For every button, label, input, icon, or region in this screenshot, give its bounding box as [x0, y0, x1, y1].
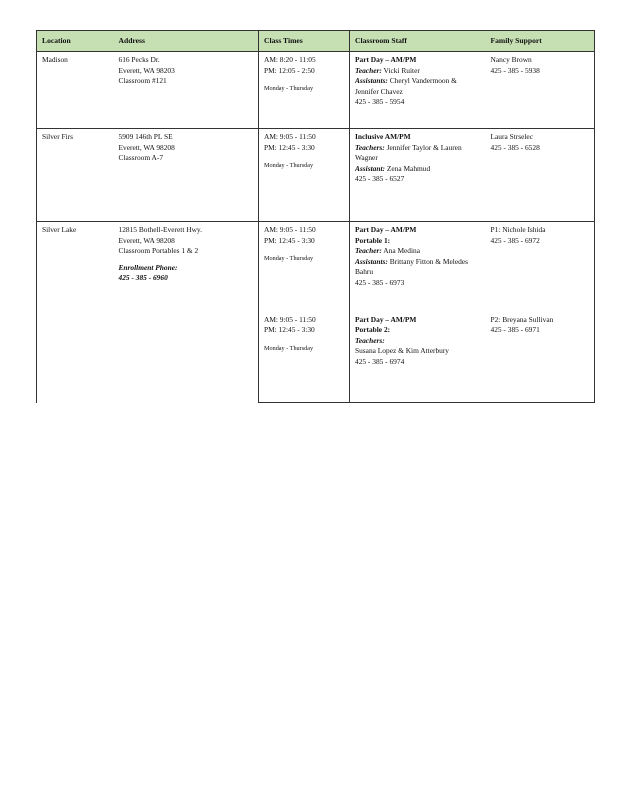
- header-row: [37, 31, 595, 52]
- times-cell: AM: 9:05 - 11:50 PM: 12:45 - 3:30 Monday - Thursday: [259, 222, 350, 312]
- staff-cell: Part Day – AM/PM Teacher: Vicki Ruiter Assistants: Cheryl Vandermoon & Jennifer Chavez 425 - 385 - 5954: [350, 52, 486, 129]
- family-cell: P2: Breyana Sullivan 425 - 385 - 6971: [486, 312, 595, 403]
- address-cell: 616 Pecks Dr. Everett, WA 98203 Classroom #121: [114, 52, 259, 129]
- family-cell: P1: Nichole Ishida 425 - 385 - 6972: [486, 222, 595, 312]
- header-class-times: Class Times: [259, 31, 350, 52]
- address-cell: 12815 Bothell-Everett Hwy. Everett, WA 98208 Classroom Portables 1 & 2 Enrollment Phone: 425 - 385 - 6960: [118, 225, 202, 282]
- header-classroom-staff: Classroom Staff: [350, 31, 486, 52]
- table-row: [37, 222, 595, 312]
- family-cell: Laura Strselec 425 - 385 - 6528: [486, 129, 595, 222]
- header-address: Address: [114, 31, 259, 52]
- family-cell: Nancy Brown 425 - 385 - 5938: [486, 52, 595, 129]
- times-cell: AM: 9:05 - 11:50 PM: 12:45 - 3:30 Monday - Thursday: [259, 129, 350, 222]
- staff-cell: Inclusive AM/PM Teachers: Jennifer Taylor & Lauren Wagner Assistant: Zena Mahmud 425 - 385 - 6527: [350, 129, 486, 222]
- address-cell: 5909 146th PL SE Everett, WA 98208 Classroom A-7: [114, 129, 259, 222]
- table-row: [37, 52, 595, 129]
- location-cell: Silver Lake: [37, 222, 114, 403]
- location-cell: Madison: [37, 52, 114, 129]
- times-cell: AM: 8:20 - 11:05 PM: 12:05 - 2:50 Monday - Thursday: [259, 52, 350, 129]
- staff-cell: Part Day – AM/PM Portable 2: Teachers: Susana Lopez & Kim Atterbury 425 - 385 - 6974: [350, 312, 486, 403]
- staff-cell: Part Day – AM/PM Portable 1: Teacher: Ana Medina Assistants: Brittany Fitton & Meledes Bahru 425 - 385 - 6973: [350, 222, 486, 312]
- header-family-support: Family Support: [486, 31, 595, 52]
- location-cell: Silver Firs: [37, 129, 114, 222]
- header-location: Location: [37, 31, 114, 52]
- table-row: [37, 129, 595, 222]
- times-cell: AM: 9:05 - 11:50 PM: 12:45 - 3:30 Monday - Thursday: [259, 312, 350, 403]
- program-schedule-table: [36, 30, 595, 403]
